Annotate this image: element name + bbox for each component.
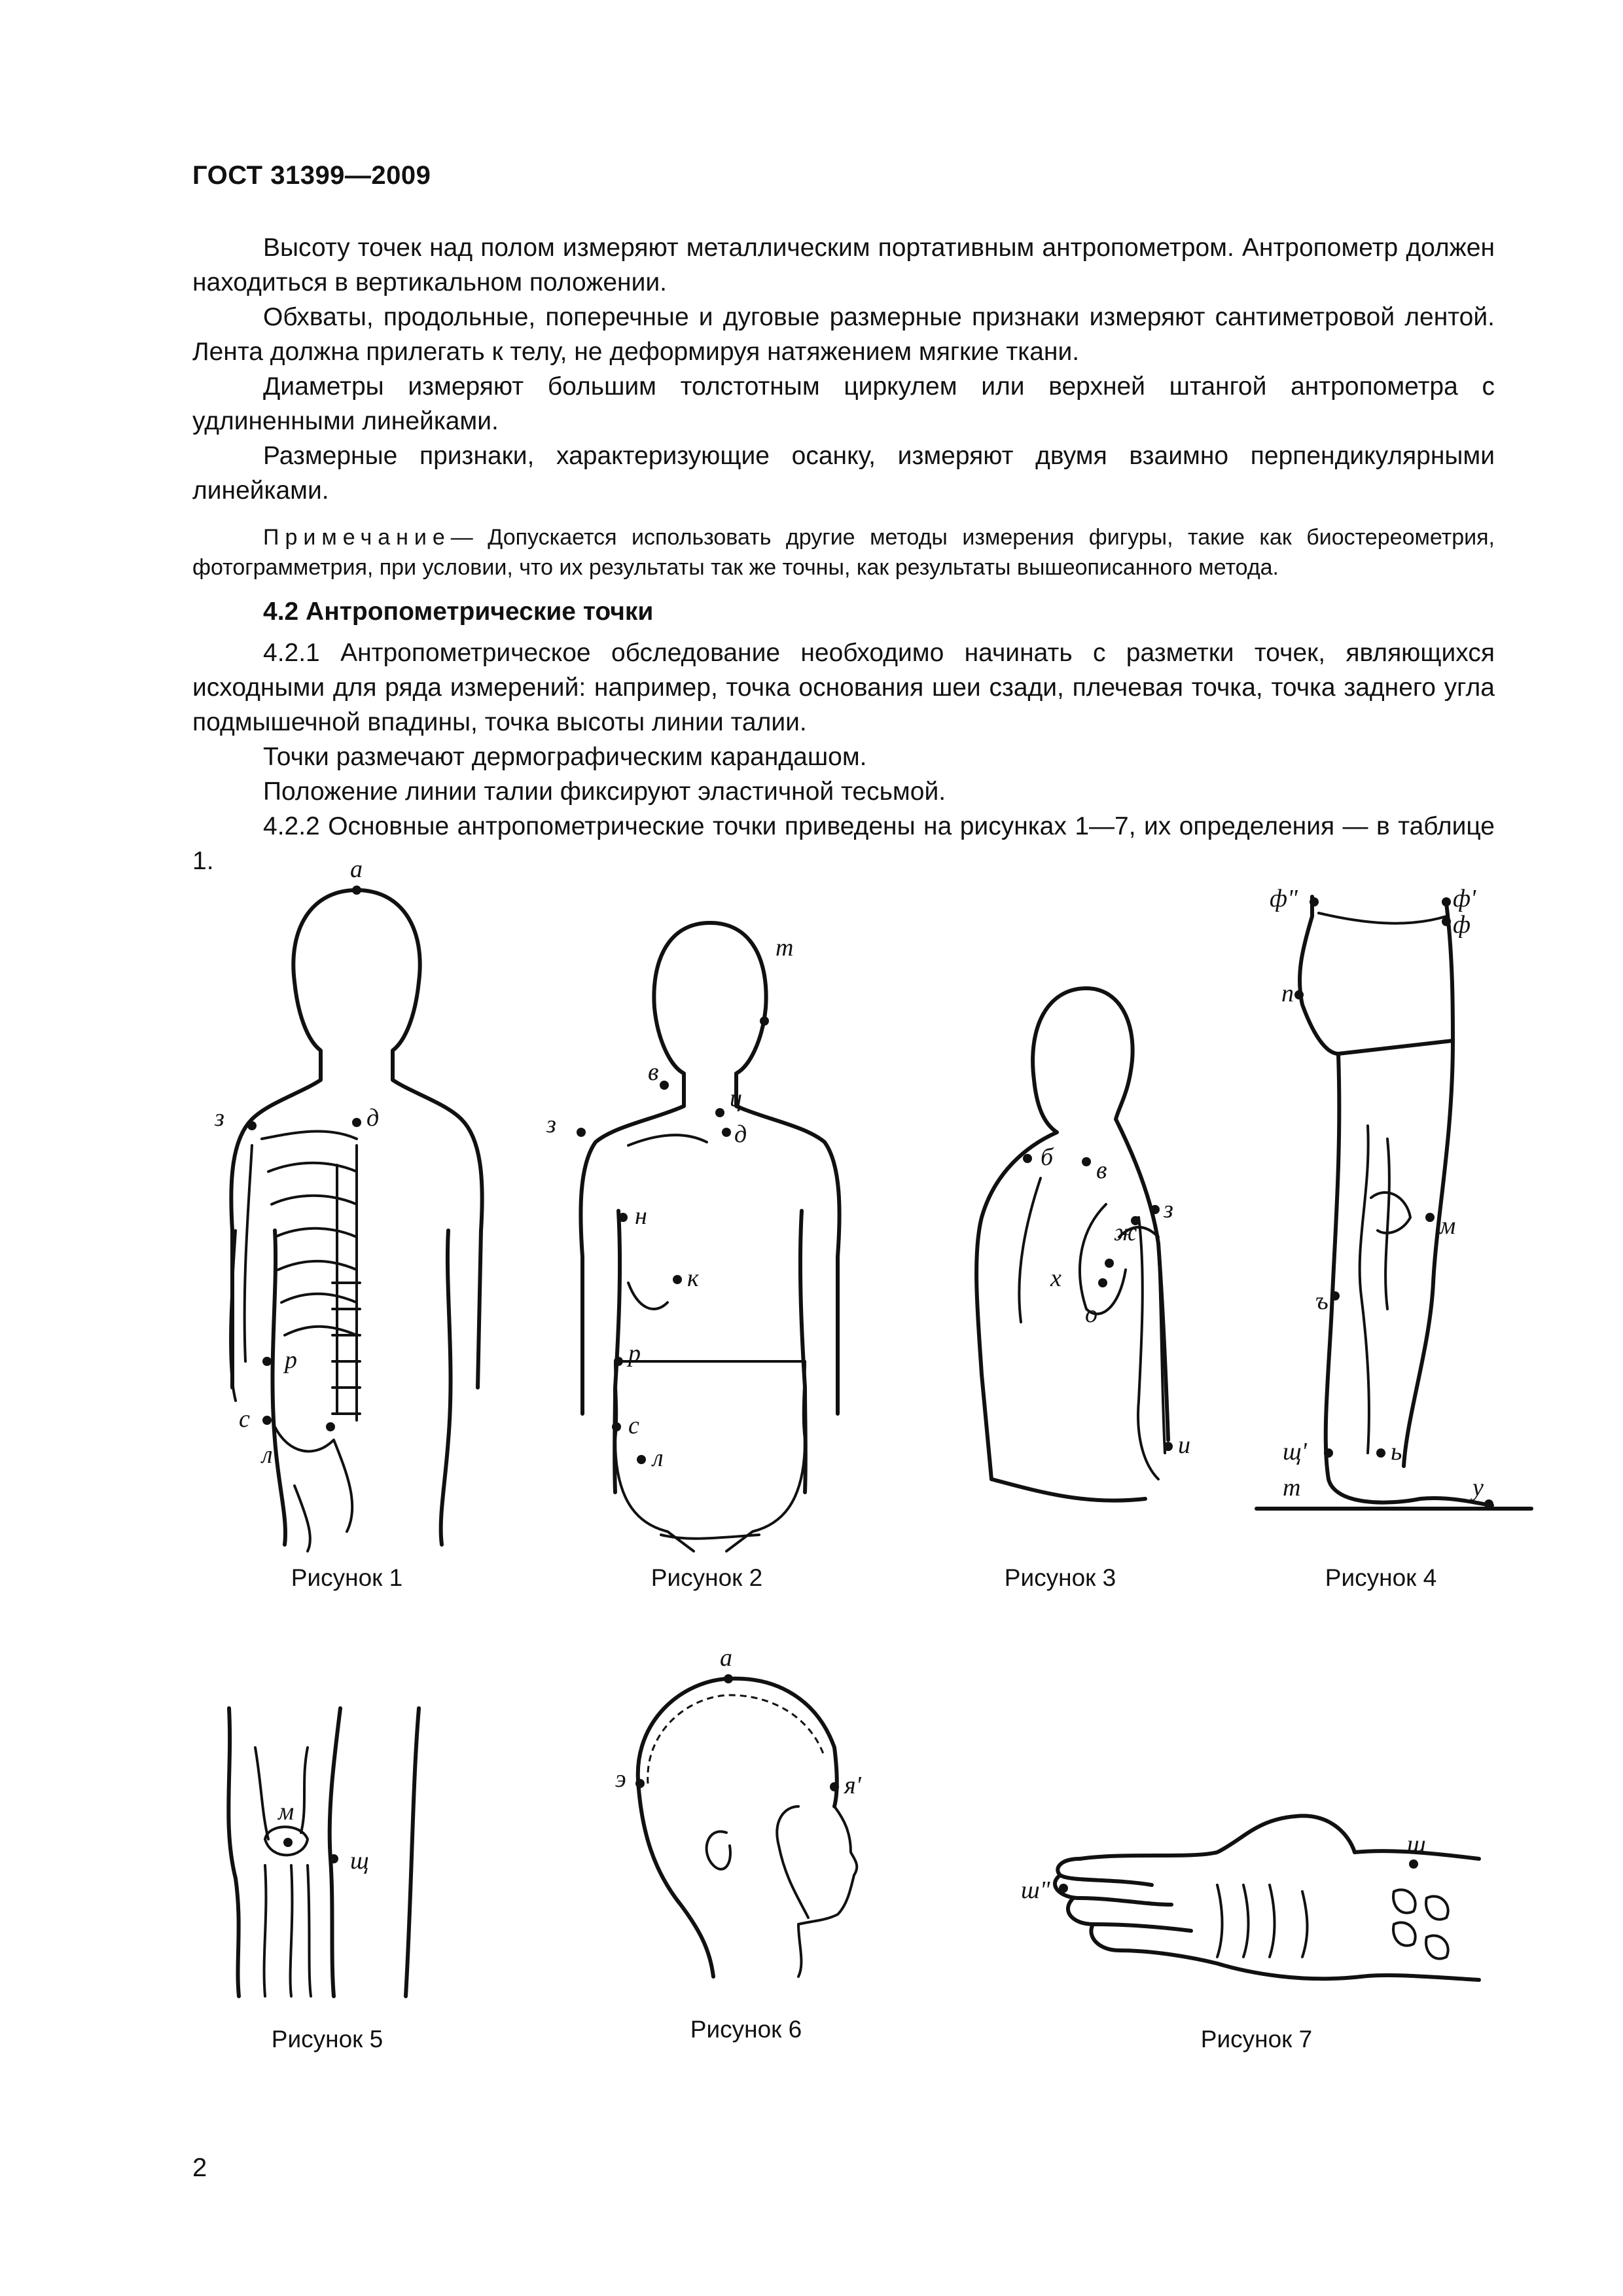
point-r bbox=[262, 1357, 272, 1366]
figure-3-caption: Рисунок 3 bbox=[1004, 1564, 1116, 1591]
figure-4-caption: Рисунок 4 bbox=[1325, 1564, 1437, 1591]
point-v bbox=[660, 1081, 669, 1090]
figure-5-drawing bbox=[216, 1708, 432, 1996]
figure-3 bbox=[942, 982, 1243, 1545]
point-z bbox=[247, 1121, 257, 1130]
label-d: д bbox=[734, 1121, 747, 1148]
label-shch: щ bbox=[350, 1847, 369, 1874]
figure-4-drawing bbox=[1257, 877, 1531, 1532]
figure-6-drawing bbox=[602, 1644, 903, 1977]
point-a bbox=[352, 886, 361, 895]
label-v: в bbox=[1096, 1157, 1107, 1184]
point-shch1 bbox=[1324, 1448, 1333, 1458]
point-y bbox=[1376, 1448, 1385, 1458]
point-l bbox=[637, 1455, 646, 1464]
point-kh bbox=[1105, 1259, 1114, 1268]
point-k bbox=[673, 1275, 682, 1284]
point-z bbox=[577, 1128, 586, 1137]
paragraph-1: Высоту точек над полом измеряют металлическим портативным антропометром. Антропометр должен находиться в вертикальном положении. bbox=[192, 234, 1495, 296]
page-number: 2 bbox=[192, 2153, 207, 2182]
point-sh2 bbox=[1059, 1884, 1068, 1893]
body-text bbox=[192, 230, 1495, 878]
figure-1-caption: Рисунок 1 bbox=[291, 1564, 403, 1591]
label-a: а bbox=[350, 855, 363, 883]
label-n: н bbox=[635, 1202, 647, 1230]
label-z: з bbox=[1164, 1196, 1173, 1223]
point-u bbox=[1484, 1499, 1493, 1509]
point-d bbox=[352, 1118, 361, 1127]
figure-5-caption: Рисунок 5 bbox=[271, 2026, 383, 2053]
label-z: з bbox=[215, 1104, 224, 1132]
figure-2-caption: Рисунок 2 bbox=[651, 1564, 763, 1591]
label-sh: ш bbox=[1407, 1831, 1426, 1858]
paragraph-6: Точки размечают дермографическим карандашом. bbox=[263, 743, 867, 771]
label-ya1: я' bbox=[844, 1772, 861, 1799]
point-ya1 bbox=[830, 1782, 839, 1791]
point-f bbox=[1442, 917, 1451, 926]
point-s bbox=[262, 1416, 272, 1425]
point-f1 bbox=[1442, 897, 1451, 906]
point-p bbox=[1294, 990, 1304, 999]
label-shch1: щ' bbox=[1283, 1438, 1307, 1465]
label-s: с bbox=[239, 1405, 250, 1433]
label-ts: ц bbox=[730, 1085, 742, 1112]
section-title: 4.2 Антропометрические точки bbox=[263, 598, 654, 626]
label-a: а bbox=[720, 1644, 732, 1672]
label-f2: ф" bbox=[1270, 885, 1298, 912]
label-sh2: ш" bbox=[1021, 1876, 1050, 1904]
note-text: — Допускается использовать другие методы измерения фигуры, такие как биостереометрия, фотограмметрия, при условии, что их результаты так же точны, как результаты вышеописанного метода. bbox=[192, 525, 1495, 580]
point-l bbox=[326, 1422, 335, 1431]
point-v bbox=[1082, 1157, 1091, 1166]
figure-1 bbox=[196, 855, 524, 1558]
point-hard-sign bbox=[1330, 1291, 1340, 1300]
point-o bbox=[1098, 1278, 1107, 1287]
label-m: м bbox=[1440, 1212, 1456, 1240]
figure-6 bbox=[602, 1644, 903, 1977]
figure-2 bbox=[546, 916, 864, 1545]
label-d: д bbox=[366, 1104, 380, 1132]
point-f2 bbox=[1310, 897, 1319, 906]
figure-7 bbox=[1021, 1813, 1505, 1996]
paragraph-4: Размерные признаки, характеризующие осанку, измеряют двумя взаимно перпендикулярными линейками. bbox=[192, 442, 1495, 505]
paragraph-2: Обхваты, продольные, поперечные и дуговые размерные признаки измеряют сантиметровой лентой. Лента должна прилегать к телу, не деформируя натяжением мягкие ткани. bbox=[192, 303, 1495, 366]
label-m: м bbox=[278, 1798, 294, 1825]
label-zh: ж bbox=[1114, 1219, 1137, 1246]
point-i bbox=[1164, 1442, 1173, 1451]
label-hard-sign: ъ bbox=[1315, 1287, 1329, 1315]
label-r: р bbox=[285, 1346, 297, 1374]
point-b bbox=[1023, 1154, 1032, 1163]
point-sh bbox=[1409, 1859, 1418, 1869]
label-r: р bbox=[628, 1340, 641, 1367]
label-t: т bbox=[1283, 1474, 1301, 1501]
point-a bbox=[724, 1674, 733, 1683]
figure-6-caption: Рисунок 6 bbox=[690, 2016, 802, 2043]
label-t: т bbox=[776, 934, 794, 961]
note-label: Примечание bbox=[263, 525, 451, 550]
label-l: л bbox=[262, 1441, 273, 1469]
point-m bbox=[283, 1838, 293, 1847]
label-u: у bbox=[1472, 1474, 1484, 1501]
point-t bbox=[760, 1016, 769, 1026]
figure-5 bbox=[216, 1708, 432, 1996]
label-p: п bbox=[1281, 980, 1294, 1007]
label-z: з bbox=[546, 1111, 556, 1138]
document-header: ГОСТ 31399—2009 bbox=[192, 161, 431, 190]
figure-2-drawing bbox=[546, 916, 864, 1545]
paragraph-5: 4.2.1 Антропометрическое обследование необходимо начинать с разметки точек, являющихся исходными для ряда измерений: например, точка основания шеи сзади, плечевая точка, точка заднего угла подмышечной впадины, точка высоты линии талии. bbox=[192, 639, 1495, 736]
label-l: л bbox=[652, 1444, 664, 1472]
label-kh: х bbox=[1050, 1265, 1061, 1292]
point-shch bbox=[329, 1854, 338, 1863]
label-b: б bbox=[1041, 1143, 1054, 1171]
paragraph-3: Диаметры измеряют большим толстотным циркулем или верхней штангой антропометра с удлиненными линейками. bbox=[192, 372, 1495, 435]
label-s: с bbox=[628, 1412, 639, 1439]
point-ts bbox=[715, 1108, 724, 1117]
point-r bbox=[614, 1357, 623, 1366]
label-k: к bbox=[687, 1265, 699, 1292]
paragraph-8: 4.2.2 Основные антропометрические точки приведены на рисунках 1—7, их определения — в таблице 1. bbox=[192, 812, 1495, 875]
point-m bbox=[1425, 1213, 1435, 1222]
label-e: э bbox=[615, 1765, 626, 1793]
label-f: ф bbox=[1453, 911, 1471, 939]
point-e bbox=[635, 1779, 645, 1788]
label-i: и bbox=[1178, 1431, 1190, 1459]
point-z bbox=[1150, 1205, 1160, 1214]
label-f1: ф' bbox=[1453, 885, 1476, 912]
figure-4 bbox=[1257, 877, 1531, 1532]
figure-7-caption: Рисунок 7 bbox=[1200, 2026, 1313, 2053]
point-s bbox=[612, 1422, 621, 1431]
label-o: о bbox=[1085, 1300, 1097, 1328]
label-v: в bbox=[648, 1058, 659, 1086]
figure-7-drawing bbox=[1021, 1813, 1505, 1996]
note bbox=[192, 522, 1495, 583]
label-y: ы bbox=[1391, 1438, 1408, 1465]
point-n bbox=[618, 1213, 628, 1222]
paragraph-7: Положение линии талии фиксируют эластичной тесьмой. bbox=[263, 778, 946, 806]
figure-3-drawing bbox=[942, 982, 1243, 1545]
figure-1-drawing bbox=[196, 855, 524, 1558]
point-d bbox=[722, 1128, 731, 1137]
